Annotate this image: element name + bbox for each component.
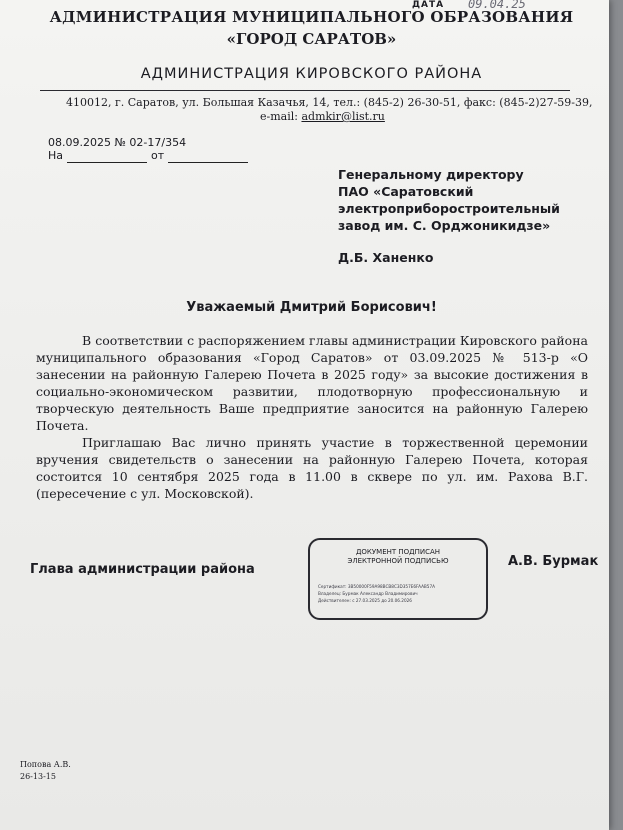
recipient-line: электроприборостроительный: [338, 201, 560, 216]
outgoing-date-number: 08.09.2025 № 02-17/354: [48, 136, 187, 149]
org-title-line2: «ГОРОД САРАТОВ»: [226, 30, 397, 48]
header-divider: [40, 90, 570, 91]
date-stamp-handwritten: 09.04.25: [468, 0, 526, 11]
ot-blank: [168, 149, 248, 163]
executor-name: Попова А.В.: [20, 760, 71, 769]
greeting: Уважаемый Дмитрий Борисович!: [186, 300, 437, 315]
recipient-line: Генеральному директору: [338, 167, 524, 182]
org-address: 410012, г. Саратов, ул. Большая Казачья, 14, тел.: (845-2) 26-30-51, факс: (845-2)27-59-39,: [66, 96, 593, 109]
na-blank: [67, 149, 147, 163]
executor-phone: 26-13-15: [20, 772, 56, 781]
signatory-role: Глава администрации района: [30, 562, 255, 577]
recipient-name: Д.Б. Ханенко: [338, 250, 434, 265]
body-paragraph: Приглашаю Вас лично принять участие в торжественной церемонии вручения свидетельств о занесении на районную Галерею Почета, которая состоится 10 сентября 2025 года в 11.00 в сквере по ул. им. Рахова В.Г. (пересечение с ул. Московской).: [36, 435, 588, 501]
esig-certificate: Сертификат: 3B50000F59A98BCB8C3D357E6FAAB57A: [318, 584, 435, 589]
email-label: e-mail:: [260, 110, 298, 123]
electronic-signature-stamp: [308, 538, 488, 620]
esig-owner: Владелец: Бурмак Александр Владимирович: [318, 591, 418, 596]
esig-validity: Действителен: с 27.03.2025 до 20.06.2026: [318, 598, 412, 603]
esig-title-line2: ЭЛЕКТРОННОЙ ПОДПИСЬЮ: [347, 557, 449, 565]
na-label: На: [48, 149, 64, 162]
org-email: [260, 110, 385, 123]
incoming-reference: [48, 149, 252, 163]
ot-label: от: [151, 149, 165, 162]
esig-title-line1: ДОКУМЕНТ ПОДПИСАН: [355, 548, 441, 556]
recipient-line: ПАО «Саратовский: [338, 184, 474, 199]
date-stamp-label: ДАТА: [412, 0, 445, 10]
email-link[interactable]: admkir@list.ru: [301, 110, 385, 123]
recipient-block: [338, 166, 560, 234]
signatory-name: А.В. Бурмак: [508, 554, 599, 569]
org-title-line1: АДМИНИСТРАЦИЯ МУНИЦИПАЛЬНОГО ОБРАЗОВАНИЯ: [49, 8, 574, 26]
letter-body: [36, 332, 588, 502]
recipient-line: завод им. С. Орджоникидзе»: [338, 218, 551, 233]
reference-block: [48, 136, 252, 163]
body-paragraph: В соответствии с распоряжением главы администрации Кировского района муниципального образования «Город Саратов» от 03.09.2025 № 513-р «О занесении на районную Галерею Почета в 2025 году» за высокие достижения в социально-экономическом развитии, плодотворную профессиональную и творческую деятельность Ваше предприятие заносится на районную Галерею Почета.: [36, 333, 588, 433]
department-title: АДМИНИСТРАЦИЯ КИРОВСКОГО РАЙОНА: [140, 66, 483, 82]
